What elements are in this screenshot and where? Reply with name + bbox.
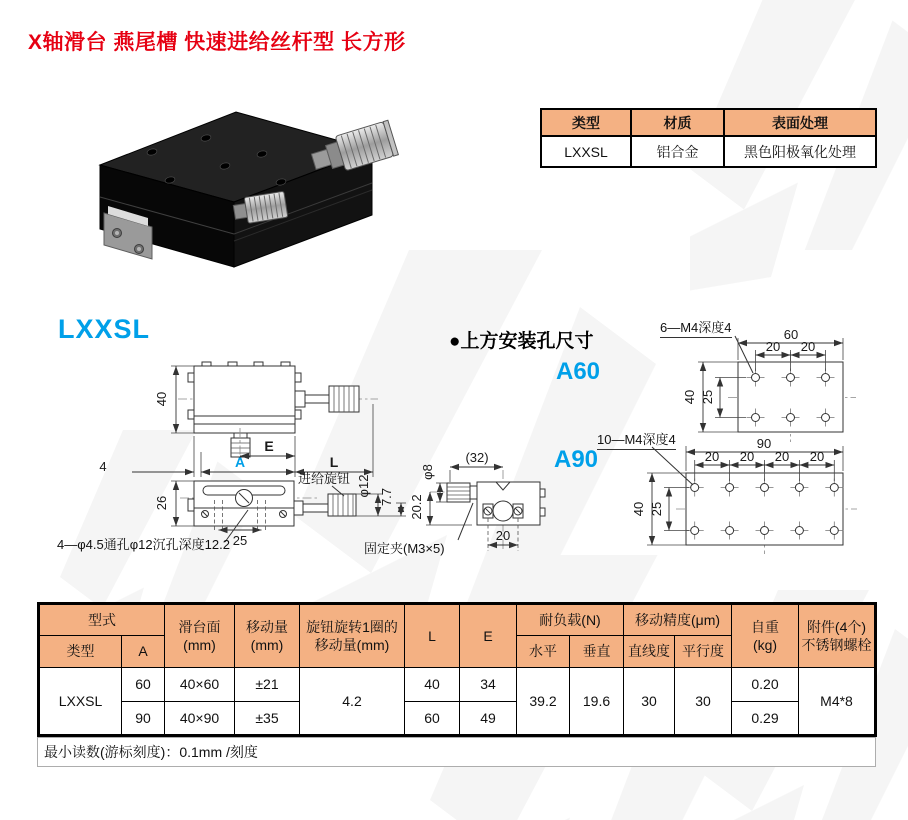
dim-a60-20a: 20: [765, 339, 781, 354]
th-travel: [235, 605, 300, 668]
cell-travel-60: ±21: [235, 668, 300, 702]
cell-model: LXXSL: [40, 668, 122, 735]
cell-surface-60: 40×60: [165, 668, 235, 702]
cell-per-turn: 4.2: [300, 668, 405, 735]
cell-accessory: M4*8: [799, 668, 875, 735]
dim-a60-25: 25: [700, 389, 715, 405]
info-value-finish: 黑色阳极氧化处理: [724, 136, 876, 167]
th-precision: 移动精度(μm): [624, 605, 732, 636]
th-load-h: 水平: [517, 636, 570, 668]
cell-A-90: 90: [122, 702, 165, 735]
info-value-material: 铝合金: [631, 136, 724, 167]
th-model: 型式: [40, 605, 165, 636]
th-L: L: [405, 605, 460, 668]
a60-hole-drawing: [682, 327, 856, 442]
a60-label: A60: [556, 358, 601, 385]
cell-L-90: 60: [405, 702, 460, 735]
dim-a90-20a: 20: [704, 449, 720, 464]
th-E: E: [460, 605, 517, 668]
cell-load-v: 19.6: [570, 668, 624, 735]
dim-a90-20b: 20: [739, 449, 755, 464]
clamp-label: 固定夹(M3×5): [364, 541, 445, 556]
dim-a90-20c: 20: [774, 449, 790, 464]
dim-top-26: 26: [154, 495, 169, 511]
a60-holes-label: 6—M4深度4: [660, 317, 732, 338]
th-surface-line1: 滑台面: [178, 618, 221, 635]
th-surface-line2: (mm): [183, 637, 216, 653]
dim-front-L: L: [329, 454, 339, 470]
side-view-drawing: [409, 450, 545, 552]
min-reading-note: 最小读数(游标刻度)：0.1mm /刻度: [37, 737, 876, 767]
material-info-table: [540, 108, 877, 168]
dim-side-32: (32): [465, 450, 489, 465]
spec-table: [37, 602, 877, 737]
th-load: 耐负载(N): [517, 605, 624, 636]
page-title: X轴滑台 燕尾槽 快速进给丝杆型 长方形: [28, 31, 406, 54]
th-straightness: 直线度: [624, 636, 675, 668]
cell-E-60: 34: [460, 668, 517, 702]
th-load-v: 垂直: [570, 636, 624, 668]
dim-front-A: A: [234, 454, 246, 470]
info-value-type: LXXSL: [541, 136, 631, 167]
dim-a90-20d: 20: [809, 449, 825, 464]
th-per-turn-line2: 移动量(mm): [314, 637, 390, 653]
th-travel-line2: (mm): [250, 637, 284, 653]
th-weight: [732, 605, 799, 668]
dim-top-phi12: φ12: [356, 474, 371, 498]
info-header-type: 类型: [541, 109, 631, 136]
dim-top-25: 25: [232, 533, 248, 548]
cell-load-h: 39.2: [517, 668, 570, 735]
cell-weight-60: 0.20: [732, 668, 799, 702]
mounting-hole-section-title: ●上方安装孔尺寸: [449, 331, 594, 352]
dim-a90-90: 90: [756, 436, 772, 451]
dim-side-phi8: φ8: [420, 464, 435, 480]
cell-parallelism: 30: [675, 668, 732, 735]
dim-a60-60: 60: [783, 327, 799, 342]
info-header-material: 材质: [631, 109, 724, 136]
th-accessory-line2: 不锈钢螺栓: [801, 637, 872, 653]
th-weight-line1: 自重: [751, 618, 779, 635]
dim-a60-20b: 20: [800, 339, 816, 354]
th-accessory-line1: 附件(4个): [806, 618, 867, 635]
dim-front-40: 40: [154, 391, 169, 407]
info-header-finish: 表面处理: [724, 109, 876, 136]
cell-straightness: 30: [624, 668, 675, 735]
dim-side-202: 20.2: [409, 494, 424, 520]
cell-E-90: 49: [460, 702, 517, 735]
dim-front-E: E: [264, 438, 274, 454]
a90-label: A90: [554, 446, 599, 473]
th-accessory: [799, 605, 875, 668]
cell-A-60: 60: [122, 668, 165, 702]
th-A: A: [122, 636, 165, 668]
cell-travel-90: ±35: [235, 702, 300, 735]
cell-L-60: 40: [405, 668, 460, 702]
dim-a90-40: 40: [631, 501, 646, 517]
th-type: 类型: [40, 636, 122, 668]
dim-a60-40: 40: [682, 389, 697, 405]
front-view-drawing: [99, 362, 378, 477]
dim-front-4: 4: [99, 459, 107, 474]
th-weight-line2: (kg): [752, 637, 778, 653]
cell-surface-90: 40×90: [165, 702, 235, 735]
th-travel-line1: 移动量: [246, 618, 288, 635]
feed-knob-label: 进给旋钮: [298, 471, 351, 486]
model-label: LXXSL: [58, 314, 151, 344]
th-surface: [165, 605, 235, 668]
a90-hole-drawing: [631, 436, 857, 554]
cell-weight-90: 0.29: [732, 702, 799, 735]
spec-row-60: [40, 668, 875, 702]
dim-top-77: 7.7: [379, 487, 394, 507]
product-photo: [100, 112, 398, 267]
dim-a90-25: 25: [649, 501, 664, 517]
th-per-turn: [300, 605, 405, 668]
a90-holes-label: 10—M4深度4: [597, 429, 676, 450]
spec-row-90: [40, 702, 875, 735]
th-parallelism: 平行度: [675, 636, 732, 668]
th-per-turn-line1: 旋钮旋转1圈的: [306, 618, 398, 635]
dim-side-20: 20: [495, 528, 511, 543]
counterbore-note-label: 4—φ4.5通孔φ12沉孔深度12.2: [57, 537, 230, 552]
